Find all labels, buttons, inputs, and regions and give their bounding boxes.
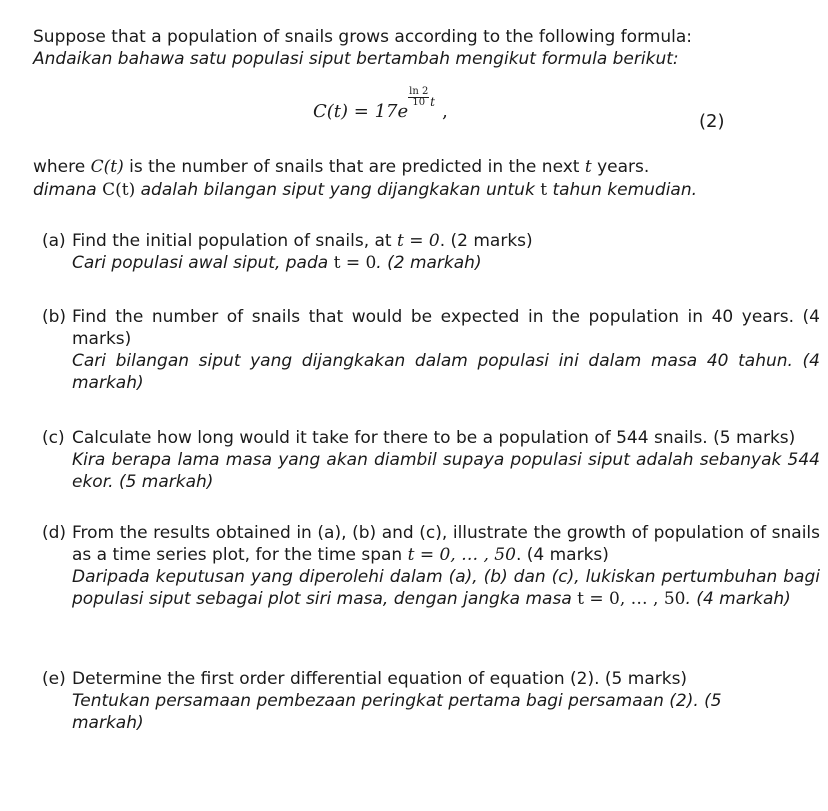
question-text-malay: Kira berapa lama masa yang akan diambil supaya populasi siput adalah sebanyak 544 ekor. (5 markah) (72, 450, 820, 492)
formula-comma: , (442, 101, 448, 122)
question-text-english: Find the number of snails that would be expected in the population in 40 years. (4 marks) (72, 307, 820, 349)
question-text-malay: Daripada keputusan yang diperolehi dalam (a), (b) dan (c), lukiskan pertumbuhan bagi populasi siput sebagai plot siri masa, dengan jangka masa t = 0, … , 50. (4 markah) (72, 567, 820, 609)
definition-malay: dimana C(t) adalah bilangan siput yang dijangkakan untuk t tahun kemudian. (33, 180, 698, 200)
question-text-english: Find the initial population of snails, at t = 0. (2 marks) (72, 231, 533, 251)
exponent-variable: t (430, 95, 435, 109)
question-label: (d) (42, 523, 67, 543)
question-label: (e) (42, 669, 66, 689)
definition-english: where C(t) is the number of snails that are predicted in the next t years. (33, 157, 650, 177)
exponent-numerator: ln 2 (409, 86, 429, 97)
equation-number: (2) (699, 111, 725, 132)
intro-english: Suppose that a population of snails grows according to the following formula: (33, 27, 692, 47)
question-text-english: Calculate how long would it take for there to be a population of 544 snails. (5 marks) (72, 428, 796, 448)
growth-formula (313, 86, 448, 123)
question-label: (a) (42, 231, 66, 251)
formula-lhs: C(t) = 17e (313, 101, 409, 122)
exponent-denominator: 10 (412, 97, 426, 108)
formula-exponent (408, 86, 442, 123)
question-text-english: From the results obtained in (a), (b) and (c), illustrate the growth of population of snails as a time series plot, for the time span t = 0, … , 50. (4 marks) (72, 523, 820, 565)
question-label: (c) (42, 428, 65, 448)
question-text-english: Determine the first order differential equation of equation (2). (5 marks) (72, 669, 688, 689)
question-text-malay: Cari bilangan siput yang dijangkakan dalam populasi ini dalam masa 40 tahun. (4 markah) (72, 351, 820, 393)
intro-malay: Andaikan bahawa satu populasi siput bertambah mengikut formula berikut: (33, 49, 679, 69)
question-text-malay: Cari populasi awal siput, pada t = 0. (2 markah) (72, 253, 482, 273)
question-label: (b) (42, 307, 67, 327)
question-text-malay: Tentukan persamaan pembezaan peringkat pertama bagi persamaan (2). (5 markah) (72, 691, 722, 733)
